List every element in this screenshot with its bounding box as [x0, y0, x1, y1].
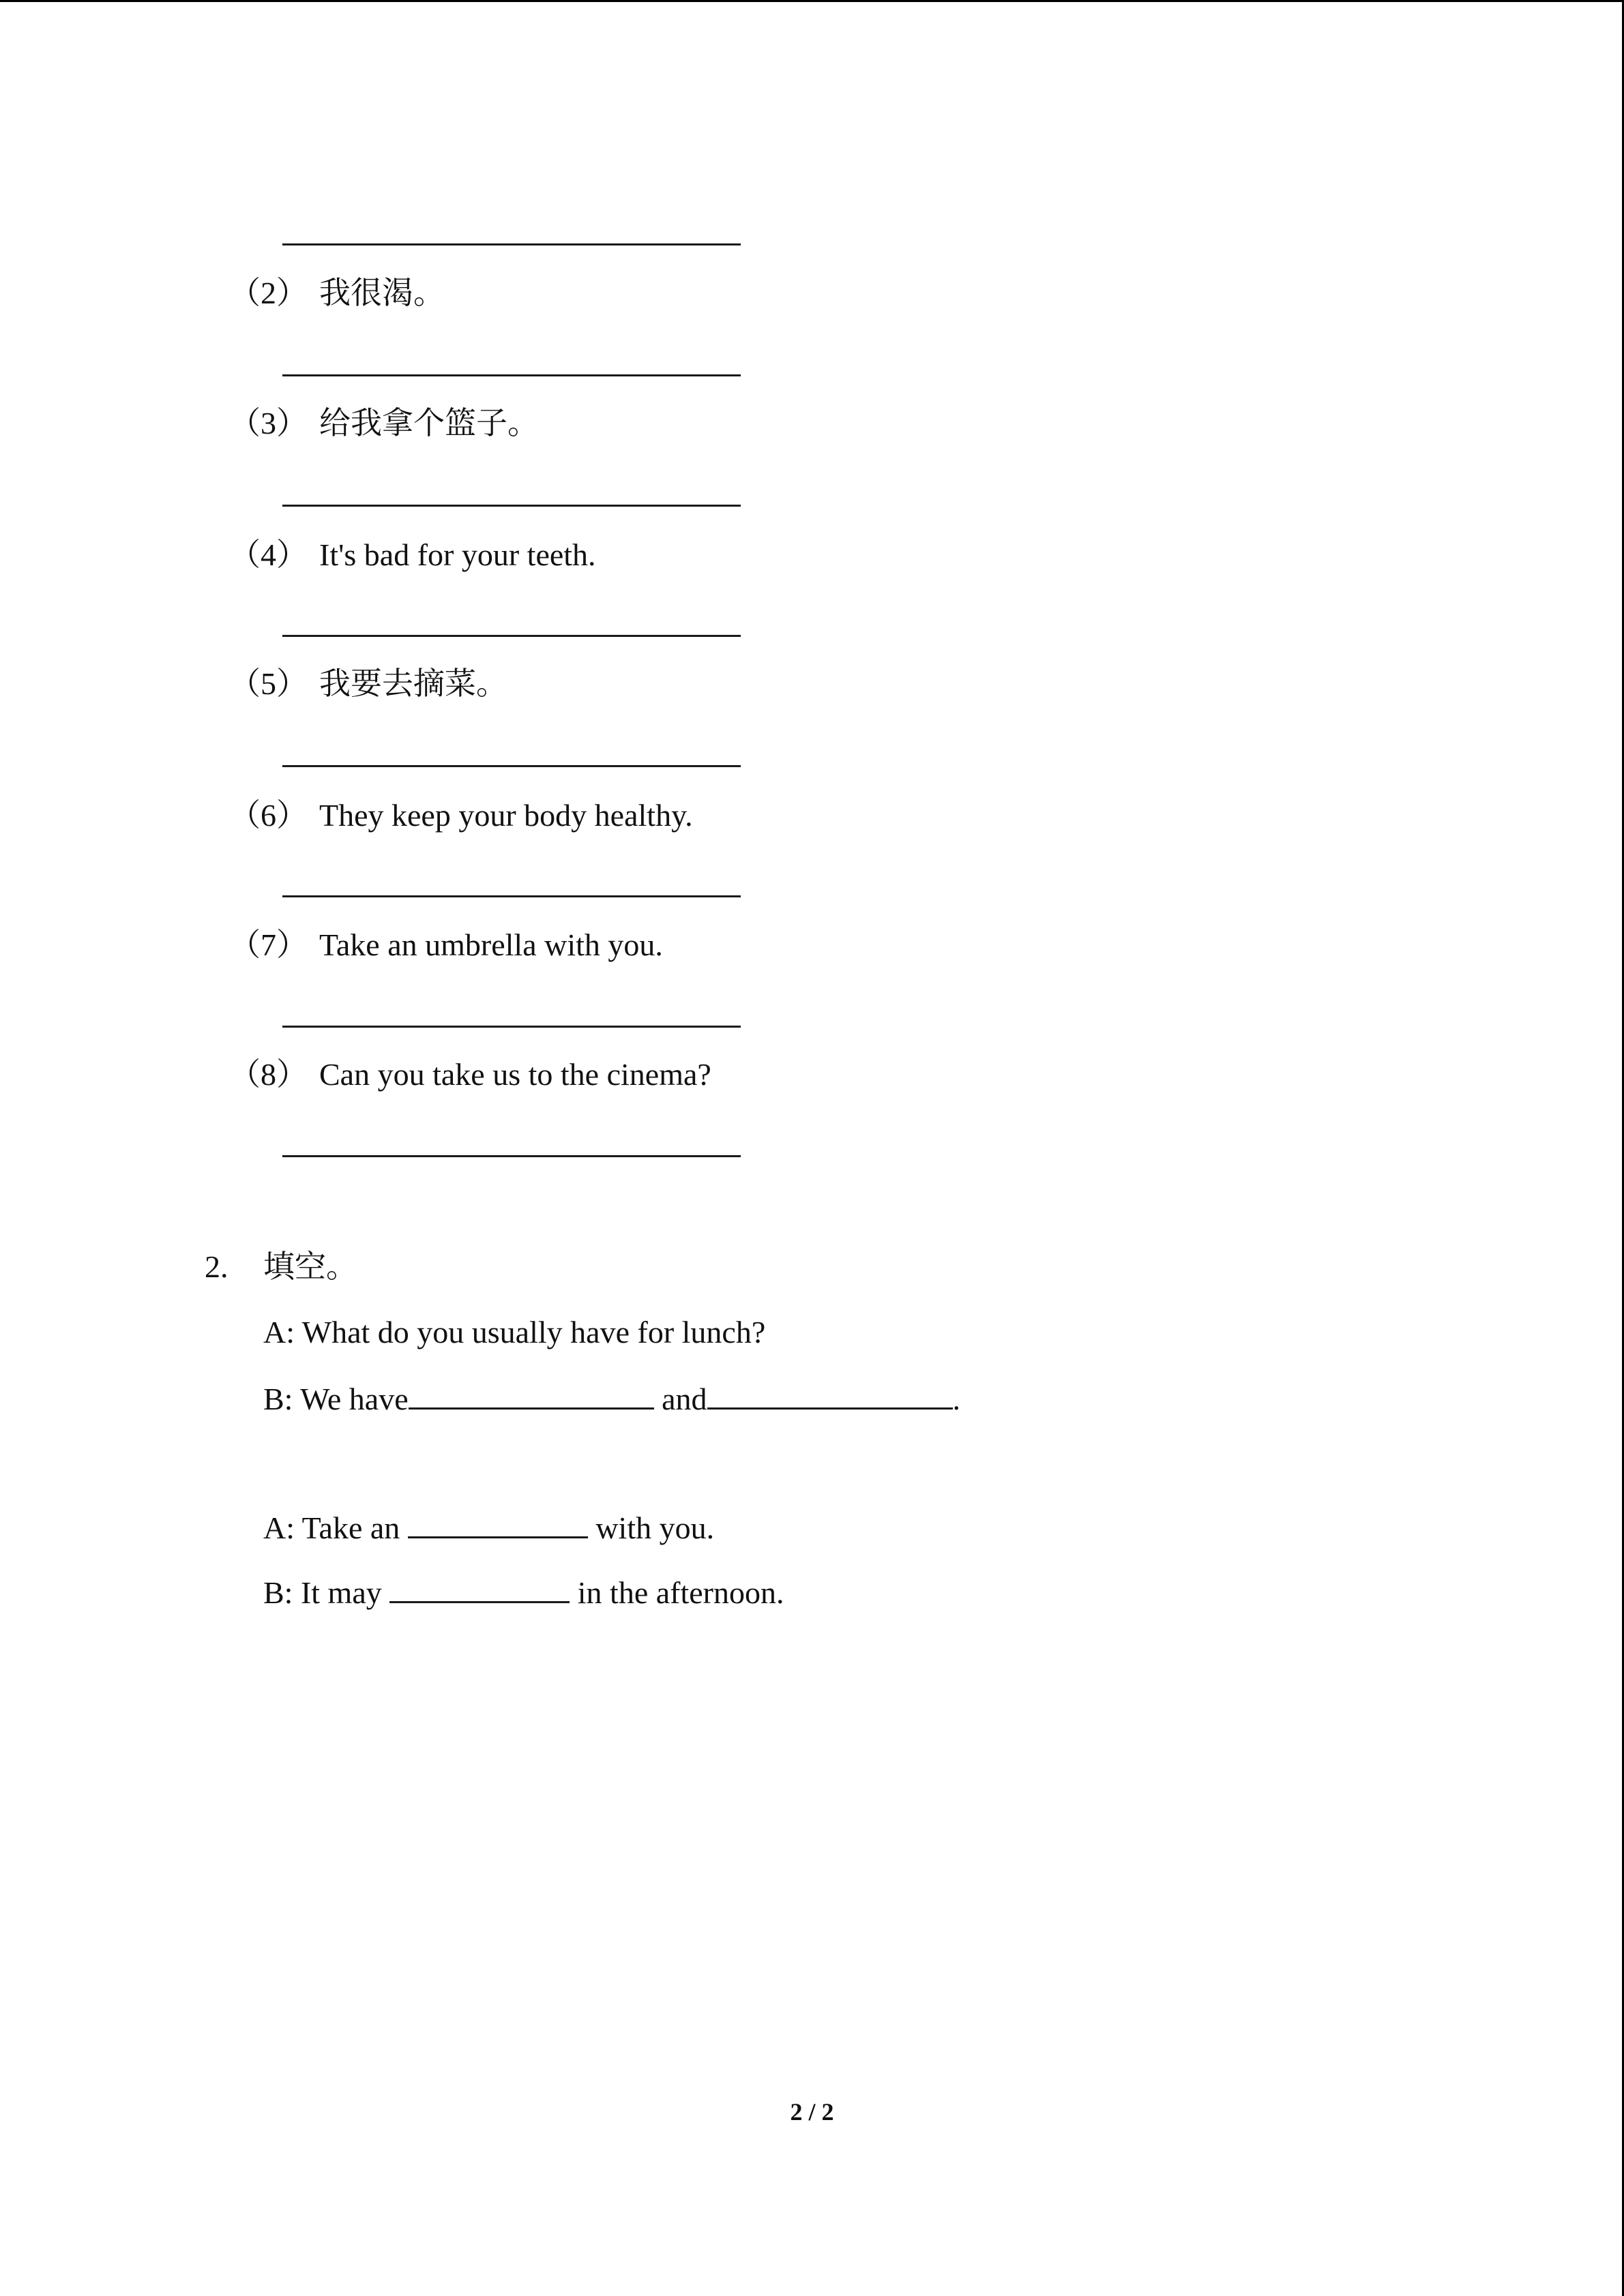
- question-text: Take an umbrella with you.: [319, 927, 663, 962]
- question-text: Can you take us to the cinema?: [319, 1057, 711, 1092]
- answer-line[interactable]: [282, 1026, 741, 1028]
- question-item-7: [229, 925, 663, 966]
- question-number: （3）: [229, 406, 308, 441]
- dialog-1-line-b: [263, 1377, 960, 1420]
- page-number: 2 / 2: [790, 2098, 834, 2126]
- dialog-text: B: It may: [263, 1575, 382, 1610]
- question-text: 我要去摘菜。: [319, 666, 507, 701]
- question-number: （4）: [229, 537, 308, 572]
- dialog-text: .: [952, 1382, 961, 1416]
- answer-line[interactable]: [282, 635, 741, 637]
- question-text: 给我拿个篮子。: [319, 406, 539, 441]
- dialog-2-line-a: [263, 1506, 714, 1549]
- section-2-heading: [205, 1247, 357, 1287]
- answer-line[interactable]: [282, 895, 741, 897]
- fill-blank[interactable]: [389, 1571, 570, 1603]
- question-item-8: [229, 1054, 711, 1095]
- question-number: （6）: [229, 798, 308, 833]
- page-border-top: [0, 0, 1624, 2]
- question-number: （8）: [229, 1057, 308, 1092]
- answer-line[interactable]: [282, 243, 741, 245]
- fill-blank[interactable]: [408, 1506, 588, 1538]
- question-item-2: [229, 273, 445, 314]
- question-item-3: [229, 403, 539, 444]
- fill-blank[interactable]: [409, 1377, 654, 1410]
- dialog-text: B: We have: [263, 1382, 409, 1416]
- question-number: （5）: [229, 666, 308, 701]
- answer-line[interactable]: [282, 505, 741, 507]
- dialog-1-line-a: [263, 1312, 765, 1353]
- section-number: 2.: [205, 1249, 228, 1284]
- section-title: 填空。: [263, 1249, 357, 1284]
- answer-line[interactable]: [282, 765, 741, 767]
- question-number: （2）: [229, 275, 308, 310]
- dialog-text: with you.: [595, 1510, 715, 1545]
- question-text: It's bad for your teeth.: [319, 537, 596, 572]
- question-text: 我很渴。: [319, 275, 445, 310]
- dialog-2-line-b: [263, 1571, 784, 1613]
- question-number: （7）: [229, 927, 308, 962]
- answer-line[interactable]: [282, 374, 741, 376]
- question-item-6: [229, 795, 693, 836]
- question-item-5: [229, 664, 507, 704]
- question-text: They keep your body healthy.: [319, 798, 693, 833]
- dialog-text: and: [662, 1382, 707, 1416]
- dialog-text: in the afternoon.: [577, 1575, 784, 1610]
- fill-blank[interactable]: [707, 1377, 953, 1410]
- question-item-4: [229, 535, 596, 576]
- answer-line[interactable]: [282, 1155, 741, 1157]
- dialog-text: A: Take an: [263, 1510, 400, 1545]
- dialog-text: A: What do you usually have for lunch?: [263, 1315, 766, 1350]
